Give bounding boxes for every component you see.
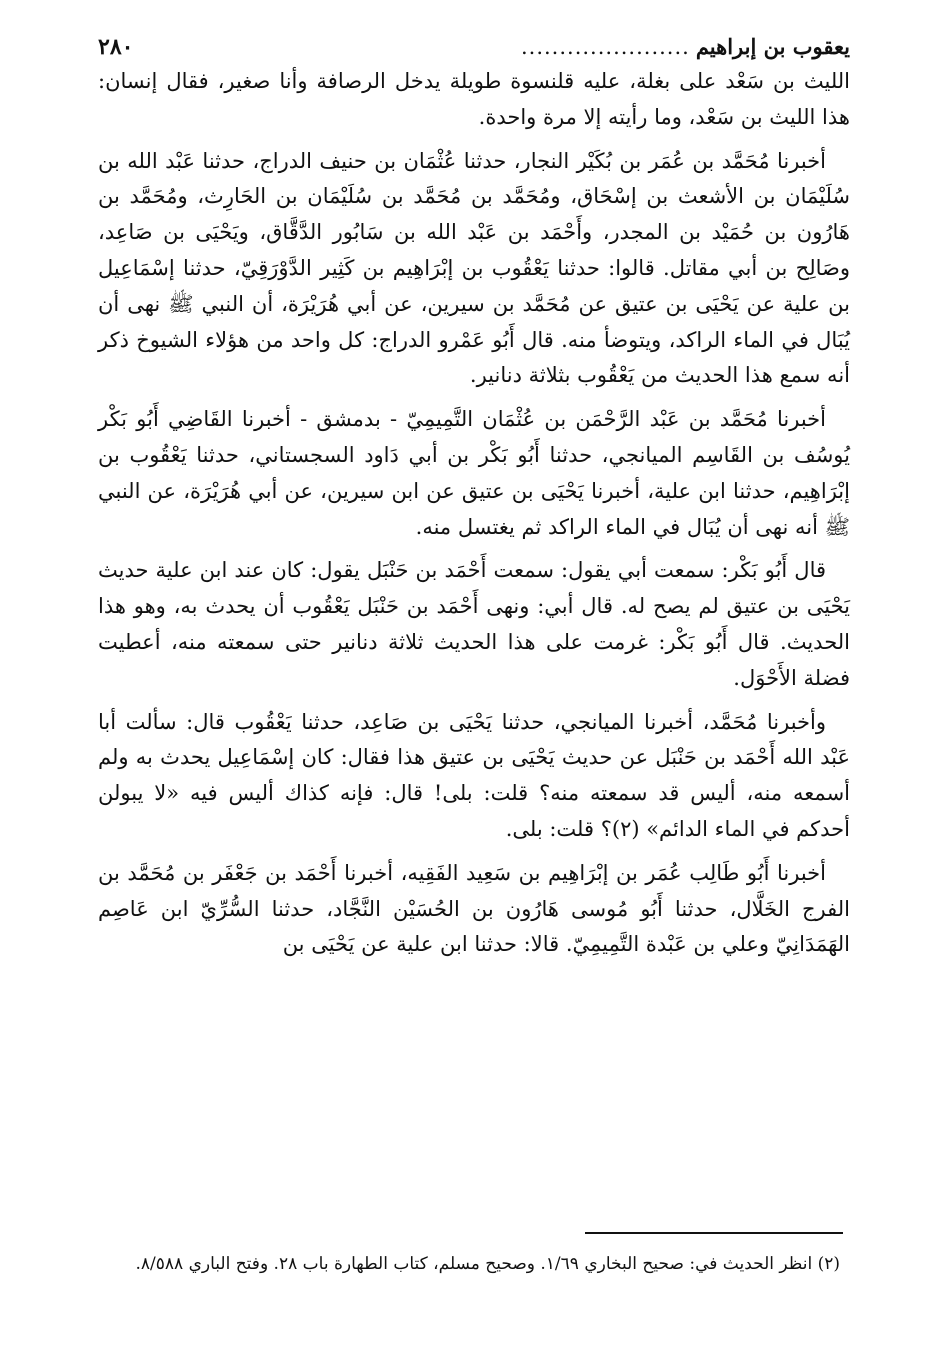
footnotes: [98, 1250, 850, 1279]
paragraph: أخبرنا مُحَمَّد بن عُمَر بن بُكَيْر النجار، حدثنا عُثْمَان بن حنيف الدراج، حدثنا عَبْد الله بن سُلَيْمَان بن الأشعث بن إسْحَاق، ومُحَمَّد بن مُحَمَّد بن سُلَيْمَان بن الحَارِث، ومُحَمَّد بن هَارُون بن حُمَيْد بن المجدر، وأَحْمَد بن عَبْد الله بن سَابُور الدَّقَّاق، ويَحْيَى بن صَاعِد، وصَالِح بن أبي مقاتل. قالوا: حدثنا يَعْقُوب بن إبْرَاهِيم بن كَثِير الدَّوْرَقِيّ، حدثنا إسْمَاعِيل بن علية عن يَحْيَى بن عتيق عن مُحَمَّد بن سيرين، عن أبي هُرَيْرَة، أن النبي ﷺ نهى أن يُبَال في الماء الراكد، ويتوضأ منه. قال أَبُو عَمْرو الدراج: كل واحد من هؤلاء الشيوخ ذكر أنه سمع هذا الحديث من يَعْقُوب بثلاثة دنانير.: [98, 148, 850, 388]
paragraph: وأخبرنا مُحَمَّد، أخبرنا الميانجي، حدثنا يَحْيَى بن صَاعِد، حدثنا يَعْقُوب قال: سألت أبا عَبْد الله أَحْمَد بن حَنْبَل عن حديث يَحْيَى بن عتيق هذا فقال: كان إسْمَاعِيل يحدث به ولم أسمعه منه، أليس قد سمعته منه؟ قلت: بلى! قال: فإنه كذاك أليس فيه «لا يبولن أحدكم في الماء الدائم» (٢)؟ قلت: بلى.: [98, 709, 850, 841]
running-head: [98, 30, 850, 64]
page-number: ٢٨٠: [98, 34, 134, 60]
page: [98, 30, 850, 971]
running-head-dots: ......................: [520, 35, 690, 59]
running-head-title-group: [515, 30, 850, 64]
paragraph-continuation: الليث بن سَعْد على بغلة، عليه قلنسوة طويلة يدخل الرصافة وأنا صغير، فقال إنسان: هذا الليث بن سَعْد، وما رأيته إلا مرة واحدة.: [98, 69, 850, 129]
body-text: [98, 64, 850, 963]
footnote: (٢) انظر الحديث في: صحيح البخاري ١/٦٩. وصحيح مسلم، كتاب الطهارة باب ٢٨. وفتح الباري ٨/٥٨٨.: [135, 1254, 840, 1274]
paragraph: أخبرنا مُحَمَّد بن عَبْد الرَّحْمَن بن عُثْمَان التَّمِيمِيّ - بدمشق - أخبرنا القَاضِي أَبُو بَكْر يُوسُف بن القَاسِم الميانجي، حدثنا أَبُو بَكْر بن أبي دَاود السجستاني، حدثنا يَعْقُوب بن إبْرَاهِيم، حدثنا ابن علية، أخبرنا يَحْيَى بن عتيق عن ابن سيرين، عن أبي هُرَيْرَة، عن النبي ﷺ أنه نهى أن يُبَال في الماء الراكد ثم يغتسل منه.: [98, 407, 850, 539]
paragraph: قال أَبُو بَكْر: سمعت أبي يقول: سمعت أَحْمَد بن حَنْبَل يقول: كان عند ابن علية حديث يَحْيَى بن عتيق لم يصح له. قال أبي: ونهى أَحْمَد بن حَنْبَل يَعْقُوب أن يحدث به، وهو هذا الحديث. قال أَبُو بَكْر: غرمت على هذا الحديث ثلاثة دنانير حتى سمعته منه، أعطيت فضلة الأَحْوَل.: [98, 558, 850, 690]
footnote-divider: [585, 1232, 843, 1234]
running-head-title: يعقوب بن إبراهيم: [695, 34, 850, 59]
paragraph: أخبرنا أَبُو طَالِب عُمَر بن إبْرَاهِيم بن سَعِيد الفَقِيه، أخبرنا أَحْمَد بن جَعْفَر بن مُحَمَّد بن الفرج الخَلَّال، حدثنا أَبُو مُوسى هَارُون بن الحُسَيْن النَّجَّاد، حدثنا السُّرِّيّ ابن عَاصِم الهَمَدَانِيّ وعلي بن عَبْدة التَّمِيمِيّ. قالا: حدثنا ابن علية عن يَحْيَى بن: [98, 860, 850, 957]
